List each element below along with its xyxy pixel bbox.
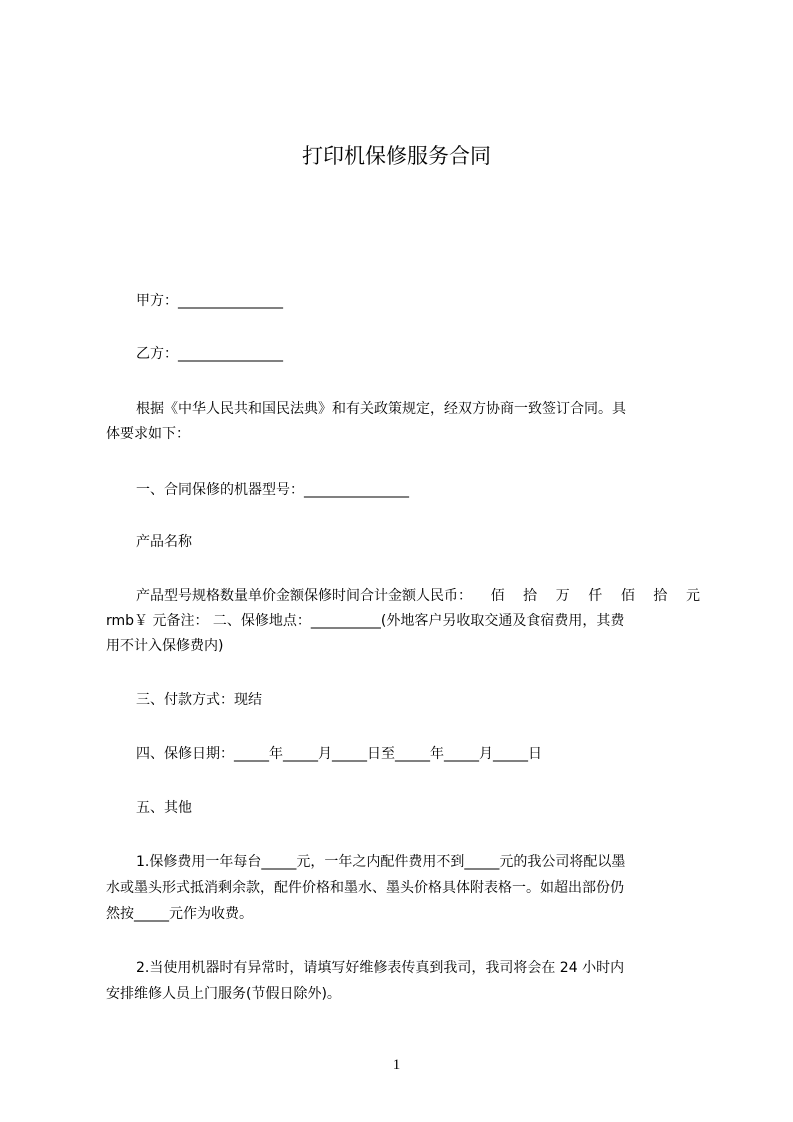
- currency-unit: 拾: [653, 588, 668, 604]
- currency-unit: 佰: [490, 588, 505, 604]
- section-5-other: 五、其他: [136, 800, 192, 816]
- product-details-line: rmb￥ 元备注： 二、保修地点：__________(外地客户另收取交通及食宿费用，其费: [106, 613, 625, 629]
- product-details-text: 产品型号规格数量单价金额保修时间合计金额人民币：: [136, 588, 472, 604]
- product-details-line: [136, 585, 700, 607]
- document-title: 打印机保修服务合同: [302, 144, 491, 168]
- item-1-line: 水或墨头形式抵消剩余款，配件价格和墨水、墨头价格具体附表格一。如超出部份仍: [106, 880, 624, 896]
- item-2-line: 安排维修人员上门服务(节假日除外)。: [106, 986, 341, 1002]
- currency-unit: 拾: [523, 588, 538, 604]
- page-number: 1: [392, 1057, 401, 1073]
- section-1-machine-model: 一、合同保修的机器型号：_______________: [136, 482, 409, 498]
- party-b-line: 乙方：_______________: [136, 346, 283, 362]
- section-4-warranty-dates: 四、保修日期：_____年_____月_____日至_____年_____月_____日: [136, 746, 542, 762]
- party-a-line: 甲方：_______________: [136, 293, 283, 309]
- section-3-payment: 三、付款方式：现结: [136, 692, 262, 708]
- product-details-line: 用不计入保修费内): [106, 638, 224, 654]
- item-1-line: 然按_____元作为收费。: [106, 906, 253, 922]
- product-name-label: 产品名称: [136, 534, 192, 550]
- currency-unit: 佰: [620, 588, 635, 604]
- currency-unit: 仟: [588, 588, 603, 604]
- item-1-line: 1.保修费用一年每台_____元，一年之内配件费用不到_____元的我公司将配以墨: [136, 854, 626, 870]
- intro-paragraph-line: 体要求如下：: [106, 426, 190, 442]
- currency-unit: 万: [555, 588, 570, 604]
- intro-paragraph-line: 根据《中华人民共和国民法典》和有关政策规定，经双方协商一致签订合同。具: [136, 401, 626, 417]
- currency-unit: 元: [685, 588, 700, 604]
- item-2-line: 2.当使用机器时有异常时，请填写好维修表传真到我司，我司将会在 24 小时内: [136, 960, 625, 976]
